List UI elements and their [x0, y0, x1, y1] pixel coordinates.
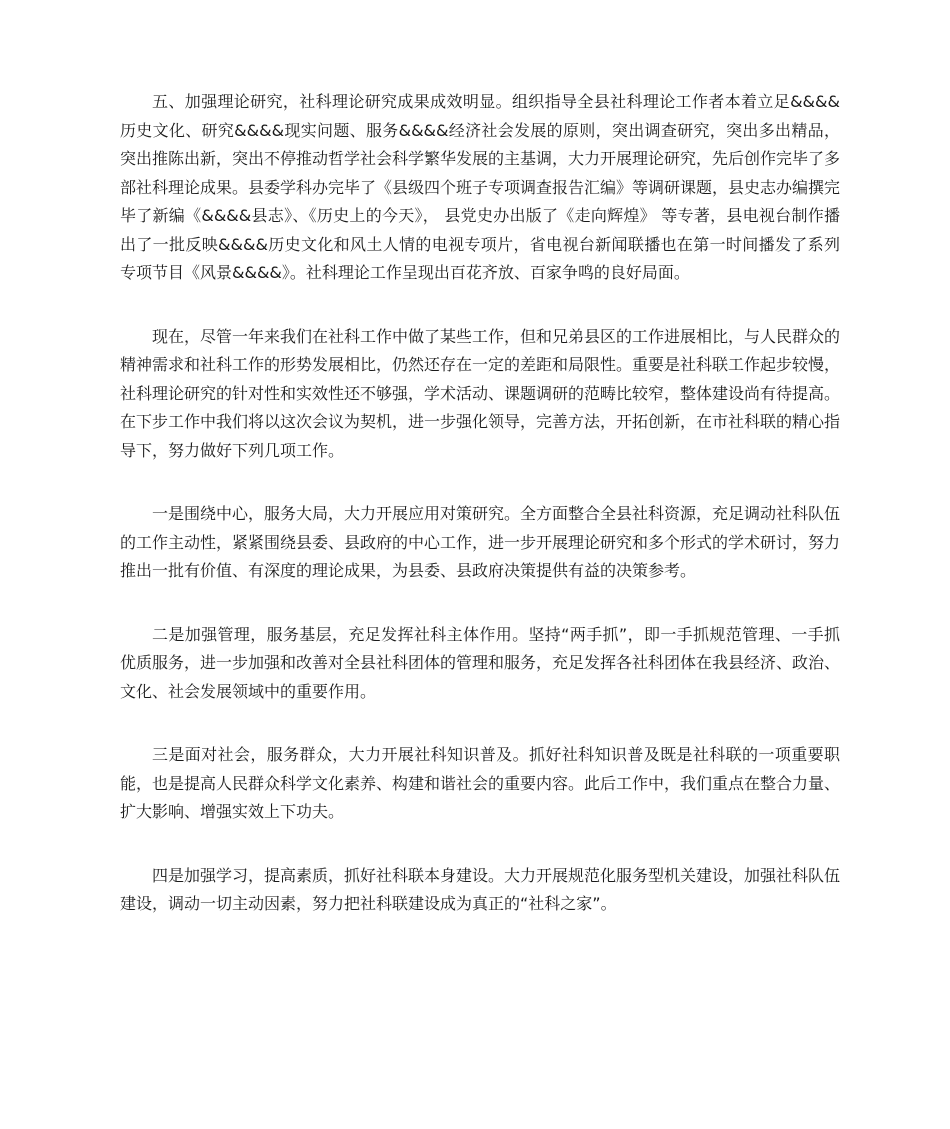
- paragraph-theory-research: 五、加强理论研究，社科理论研究成果成效明显。组织指导全县社科理论工作者本着立足&&&&历史文化、研究&&&&现实问题、服务&&&&经济社会发展的原则，突出调查研究，突出多出精品，突出推陈出新，突出不停推动哲学社会科学繁华发展的主基调，大力开展理论研究，先后创作完毕了多部社科理论成果。县委学科办完毕了《县级四个班子专项调查报告汇编》等调研课题，县史志办编撰完毕了新编《&&&&县志》、《历史上的今天》， 县党史办出版了《走向辉煌》 等专著，县电视台制作播出了一批反映&&&&历史文化和风土人情的电视专项片，省电视台新闻联播也在第一时间播发了系列专项节目《风景&&&&》。社科理论工作呈现出百花齐放、百家争鸣的良好局面。: [120, 92, 841, 282]
- paragraph-task-one: 一是围绕中心，服务大局，大力开展应用对策研究。全方面整合全县社科资源，充足调动社科队伍的工作主动性，紧紧围绕县委、县政府的中心工作，进一步开展理论研究和多个形式的学术研讨，努力推出一批有价值、有深度的理论成果，为县委、县政府决策提供有益的决策参考。: [120, 504, 841, 580]
- paragraph-task-four: 四是加强学习，提高素质，抓好社科联本身建设。大力开展规范化服务型机关建设，加强社科队伍建设，调动一切主动因素，努力把社科联建设成为真正的“社科之家”。: [120, 865, 841, 913]
- paragraph-task-three: 三是面对社会，服务群众，大力开展社科知识普及。抓好社科知识普及既是社科联的一项重要职能，也是提高人民群众科学文化素养、构建和谐社会的重要内容。此后工作中，我们重点在整合力量、扩大影响、增强实效上下功夫。: [120, 745, 841, 821]
- paragraph-current-gaps: 现在，尽管一年来我们在社科工作中做了某些工作，但和兄弟县区的工作进展相比，与人民群众的精神需求和社科工作的形势发展相比，仍然还存在一定的差距和局限性。重要是社科联工作起步较慢，社科理论研究的针对性和实效性还不够强，学术活动、课题调研的范畴比较窄，整体建设尚有待提高。在下步工作中我们将以这次会议为契机，进一步强化领导，完善方法，开拓创新，在市社科联的精心指导下，努力做好下列几项工作。: [120, 326, 841, 460]
- paragraph-task-two: 二是加强管理，服务基层，充足发挥社科主体作用。坚持“两手抓”，即一手抓规范管理、一手抓优质服务，进一步加强和改善对全县社科团体的管理和服务，充足发挥各社科团体在我县经济、政治、文化、社会发展领域中的重要作用。: [120, 624, 841, 701]
